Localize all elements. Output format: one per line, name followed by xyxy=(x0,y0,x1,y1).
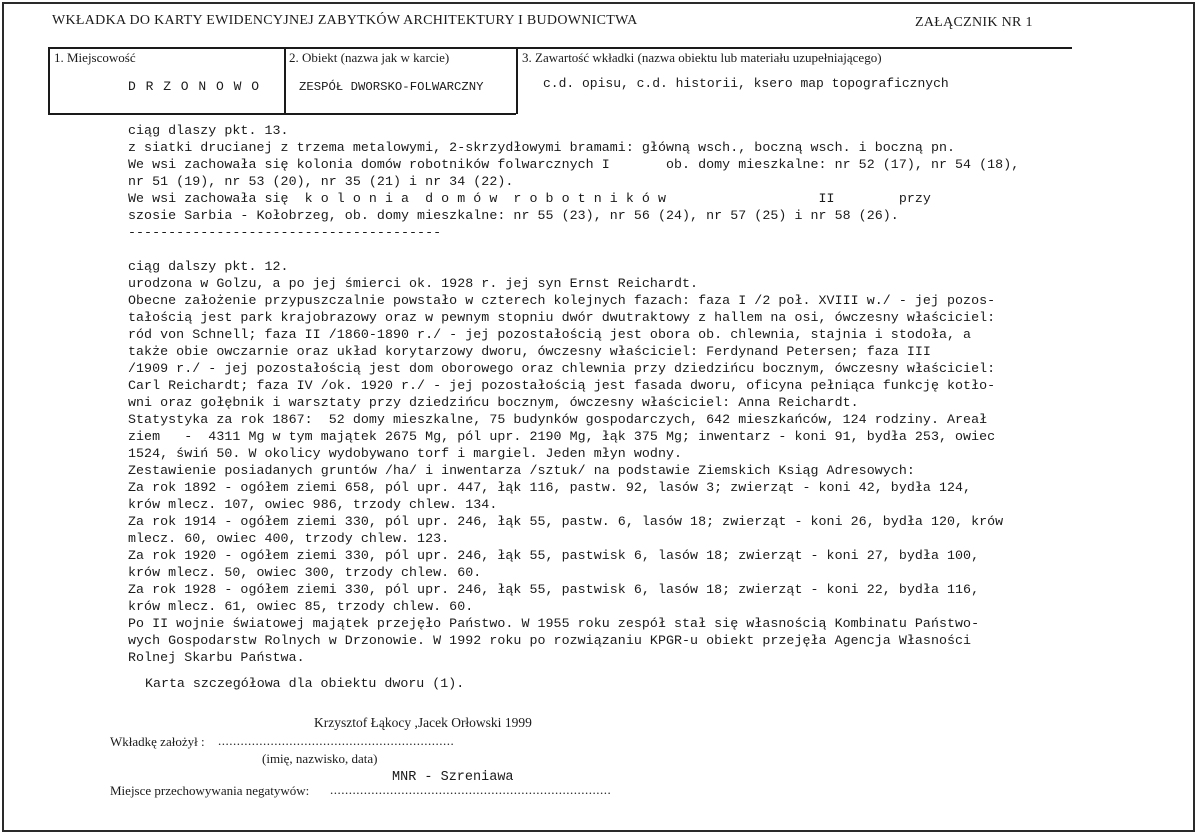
body-line xyxy=(128,241,1058,258)
body-line: wych Gospodarstw Rolnych w Drzonowie. W 1992 roku po rozwiązaniu KPGR-u obiekt przejęła Agencja Własności xyxy=(128,633,972,648)
table-divider-1 xyxy=(284,47,286,114)
body-line: 1524, świń 50. W okolicy wydobywano torf i margiel. Jeden młyn wodny. xyxy=(128,446,683,461)
body-line: Obecne założenie przypuszczalnie powstało w czterech kolejnych fazach: faza I /2 poł. XVIII w./ - jej pozos- xyxy=(128,293,996,308)
made-by-hint: (imię, nazwisko, data) xyxy=(262,751,378,766)
body-line: /1909 r./ - jej pozostałością jest dom oborowego oraz chlewnia przy dziedzińcu bocznym, ówczesny właściciel: xyxy=(128,361,996,376)
authors-value: Krzysztof Łąkocy ,Jacek Orłowski 1999 xyxy=(314,715,532,730)
content-value: c.d. opisu, c.d. historii, ksero map topograficznych xyxy=(543,76,949,91)
body-line: --------------------------------------- xyxy=(128,225,442,240)
body-line: krów mlecz. 107, owiec 986, trzody chlew. 134. xyxy=(128,497,498,512)
body-line: Za rok 1914 - ogółem ziemi 330, pól upr. 246, łąk 55, pastw. 6, lasów 18; zwierząt - koni 26, bydła 120, krów xyxy=(128,514,1004,529)
storage-value: MNR - Szreniawa xyxy=(392,770,514,785)
body-line: urodzona w Golzu, a po jej śmierci ok. 1928 r. jej syn Ernst Reichardt. xyxy=(128,276,699,291)
body-line: szosie Sarbia - Kołobrzeg, ob. domy mieszkalne: nr 55 (23), nr 56 (24), nr 57 (25) i nr 58 (26). xyxy=(128,208,899,223)
body-line: Carl Reichardt; faza IV /ok. 1920 r./ - jej pozostałością jest fasada dworu, oficyna pełniąca funkcję kotło- xyxy=(128,378,996,393)
table-top-rule xyxy=(48,47,1072,49)
body-line: wni oraz gołębnik i warsztaty przy dziedzińcu bocznym, ówczesny właściciel: Anna Reichardt. xyxy=(128,395,859,410)
body-line: ciąg dlaszy pkt. 13. xyxy=(128,123,289,138)
body-line: Statystyka za rok 1867: 52 domy mieszkalne, 75 budynków gospodarczych, 642 mieszkańców, 124 rodziny. Areał xyxy=(128,412,988,427)
body-line: Za rok 1920 - ogółem ziemi 330, pól upr. 246, łąk 55, pastwisk 6, lasów 18; zwierząt - koni 27, bydła 100, xyxy=(128,548,980,563)
content-label: 3. Zawartość wkładki (nazwa obiektu lub materiału uzupełniającego) xyxy=(522,50,882,65)
body-line: krów mlecz. 50, owiec 300, trzody chlew. 60. xyxy=(128,565,482,580)
body-line: Za rok 1928 - ogółem ziemi 330, pól upr. 246, łąk 55, pastwisk 6, lasów 18; zwierząt - koni 22, bydła 116, xyxy=(128,582,980,597)
object-label: 2. Obiekt (nazwa jak w karcie) xyxy=(289,50,450,65)
locality-label: 1. Miejscowość xyxy=(54,50,136,65)
body-line: tałością jest park krajobrazowy oraz w pewnym stopniu dwór dwutraktowy z hallem na osi, ówczesny właściciel: xyxy=(128,310,996,325)
body-line: ziem - 4311 Mg w tym majątek 2675 Mg, pól upr. 2190 Mg, łąk 375 Mg; inwentarz - koni 91, bydła 253, owiec xyxy=(128,429,996,444)
body-line: także obie owczarnie oraz układ korytarzowy dworu, ówczesny właściciel: Ferdynand Petersen; faza III xyxy=(128,344,931,359)
body-line: krów mlecz. 61, owiec 85, trzody chlew. 60. xyxy=(128,599,474,614)
body-line: mlecz. 60, owiec 400, trzody chlew. 123. xyxy=(128,531,450,546)
description-body xyxy=(128,122,1058,666)
table-divider-2 xyxy=(516,47,518,114)
body-line: Po II wojnie światowej majątek przejęło Państwo. W 1955 roku zespół stał się własnością Kombinatu Państwo- xyxy=(128,616,980,631)
body-line: Za rok 1892 - ogółem ziemi 658, pól upr. 447, łąk 116, pastw. 92, lasów 3; zwierząt - koni 42, bydła 124, xyxy=(128,480,972,495)
body-line: ród von Schnell; faza II /1860-1890 r./ - jej pozostałością jest obora ob. chlewnia, stajnia i stodoła, a xyxy=(128,327,972,342)
document-title: WKŁADKA DO KARTY EWIDENCYJNEJ ZABYTKÓW ARCHITEKTURY I BUDOWNICTWA xyxy=(52,13,638,28)
body-line: nr 51 (19), nr 53 (20), nr 35 (21) i nr 34 (22). xyxy=(128,174,514,189)
made-by-label: Wkładkę założył : xyxy=(110,734,205,749)
table-bottom-rule xyxy=(48,113,516,115)
object-value: ZESPÓŁ DWORSKO-FOLWARCZNY xyxy=(299,80,484,94)
locality-value: D R Z O N O W O xyxy=(128,79,261,94)
body-line: Zestawienie posiadanych gruntów /ha/ i inwentarza /sztuk/ na podstawie Ziemskich Ksiąg Adresowych: xyxy=(128,463,915,478)
body-line: We wsi zachowała się kolonia domów robotników folwarcznych I ob. domy mieszkalne: nr 52 (17), nr 54 (18), xyxy=(128,157,1020,172)
made-by-dots: ............................................................... xyxy=(218,733,455,748)
body-line: Rolnej Skarbu Państwa. xyxy=(128,650,305,665)
table-left-border xyxy=(48,47,50,114)
detail-card-note: Karta szczegółowa dla obiektu dworu (1). xyxy=(145,676,465,691)
body-line: We wsi zachowała się k o l o n i a d o m ó w r o b o t n i k ó w II przy xyxy=(128,191,931,206)
storage-dots: ........................................................................... xyxy=(330,782,612,797)
annex-number: ZAŁĄCZNIK NR 1 xyxy=(915,15,1033,30)
body-line: ciąg dalszy pkt. 12. xyxy=(128,259,289,274)
body-line: z siatki drucianej z trzema metalowymi, 2-skrzydłowymi bramami: główną wsch., boczną wsch. i boczną pn. xyxy=(128,140,956,155)
storage-label: Miejsce przechowywania negatywów: xyxy=(110,783,310,798)
